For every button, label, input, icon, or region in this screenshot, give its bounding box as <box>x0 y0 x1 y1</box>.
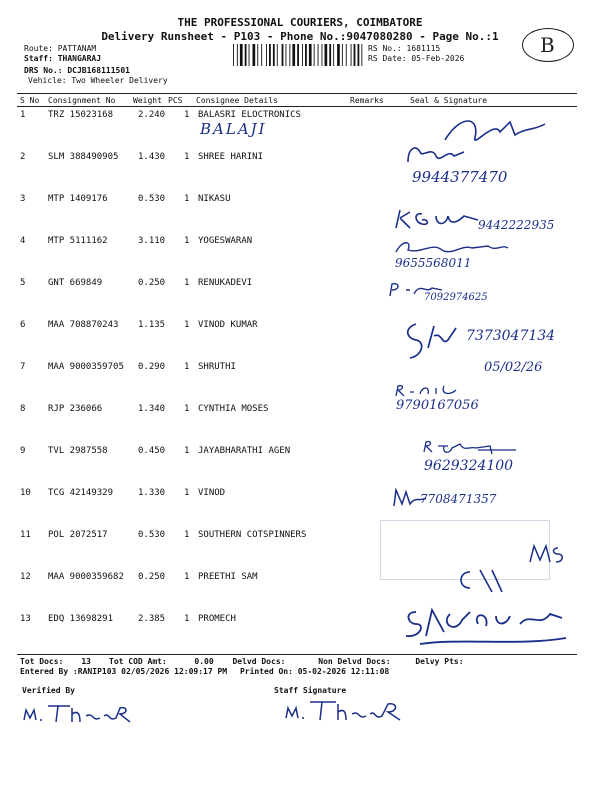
row-consignment: MAA 9000359682 <box>48 572 124 582</box>
runsheet-title: Delivery Runsheet - P103 - Phone No.:9047080280 - Page No.:1 <box>101 30 499 43</box>
delvd-docs-label: Delvd Docs: <box>232 657 286 666</box>
row-weight: 0.530 <box>138 194 166 204</box>
barcode-bar <box>351 44 352 66</box>
barcode-bar <box>302 44 303 66</box>
signature-mark <box>392 236 512 258</box>
row-weight: 2.385 <box>138 614 166 624</box>
col-pcs: PCS <box>168 96 183 105</box>
col-seal: Seal & Signature <box>410 96 488 105</box>
col-consignee: Consignee Details <box>196 96 278 105</box>
row-consignment: SLM 388490905 <box>48 152 119 162</box>
row-sno: 1 <box>20 110 26 120</box>
row-consignment: GNT 669849 <box>48 278 103 288</box>
row-weight: 1.430 <box>138 152 166 162</box>
signature-mark <box>392 204 482 232</box>
row-sno: 7 <box>20 362 26 372</box>
signature-mark <box>526 540 566 566</box>
row-pcs: 1 <box>184 320 190 330</box>
row-consignment: TRZ 15023168 <box>48 110 114 120</box>
handwritten-phone: 7708471357 <box>420 492 497 506</box>
row-pcs: 1 <box>184 236 190 246</box>
handwritten-phone: 9655568011 <box>395 256 472 270</box>
barcode-bar <box>361 44 362 66</box>
row-consignment: MTP 5111162 <box>48 236 108 246</box>
staff-text: Staff: THANGARAJ <box>24 54 102 63</box>
col-consignment: Consignment No <box>48 96 116 105</box>
barcode-bar <box>292 44 295 66</box>
row-sno: 8 <box>20 404 26 414</box>
handwritten-phone: 9442222935 <box>478 218 555 232</box>
row-sno: 13 <box>20 614 31 624</box>
barcode-bar <box>314 44 315 66</box>
row-weight: 0.450 <box>138 446 166 456</box>
row-consignment: MTP 1409176 <box>48 194 108 204</box>
col-weight: Weight <box>133 96 162 105</box>
signature-mark <box>452 566 512 596</box>
staff-signature-label: Staff Signature <box>274 686 347 695</box>
handwritten-name: BALAJI <box>200 120 267 138</box>
signature-mark <box>400 598 570 654</box>
row-pcs: 1 <box>184 278 190 288</box>
signature-mark <box>398 318 468 364</box>
barcode-bar <box>286 44 287 66</box>
totals-line <box>20 657 464 677</box>
handwritten-phone: 7373047134 <box>466 328 556 344</box>
row-consignee: YOGESWARAN <box>198 236 253 246</box>
barcode-bar <box>233 44 234 66</box>
row-sno: 11 <box>20 530 31 540</box>
row-consignment: POL 2072517 <box>48 530 108 540</box>
rs-details <box>368 44 464 64</box>
barcode-bar <box>253 44 256 66</box>
row-consignee: VINOD KUMAR <box>198 320 258 330</box>
entered-by: Entered By :RANIP103 02/05/2026 12:09:17 PM <box>20 667 228 676</box>
row-sno: 3 <box>20 194 26 204</box>
barcode-bar <box>237 44 238 66</box>
row-consignee: NIKASU <box>198 194 231 204</box>
row-weight: 0.250 <box>138 572 166 582</box>
row-consignee: SHRUTHI <box>198 362 236 372</box>
handwritten-phone: 9629324100 <box>424 458 514 474</box>
handwritten-phone: 7092974625 <box>424 292 488 303</box>
row-pcs: 1 <box>184 194 190 204</box>
non-delvd-docs-label: Non Delvd Docs: <box>318 657 391 666</box>
barcode-bar <box>325 44 328 66</box>
handwritten-phone: 9944377470 <box>412 168 508 186</box>
row-pcs: 1 <box>184 152 190 162</box>
row-consignment: RJP 236066 <box>48 404 103 414</box>
header-rule-top <box>17 93 577 94</box>
barcode-bar <box>346 44 347 66</box>
row-pcs: 1 <box>184 362 190 372</box>
row-weight: 2.240 <box>138 110 166 120</box>
badge-letter: B <box>540 33 555 57</box>
row-pcs: 1 <box>184 488 190 498</box>
row-consignee: CYNTHIA MOSES <box>198 404 269 414</box>
row-consignee: RENUKADEVI <box>198 278 253 288</box>
col-remarks: Remarks <box>350 96 384 105</box>
barcode-bar <box>273 44 275 66</box>
table-row <box>0 404 600 445</box>
col-sno: S No <box>20 96 40 105</box>
barcode-bar <box>358 44 360 66</box>
table-row <box>0 278 600 319</box>
row-consignment: EDQ 13698291 <box>48 614 114 624</box>
barcode-bar <box>261 44 262 66</box>
vehicle-text: Vehicle: Two Wheeler Delivery <box>28 76 168 85</box>
barcode <box>232 44 364 66</box>
row-sno: 2 <box>20 152 26 162</box>
company-title: THE PROFESSIONAL COURIERS, COIMBATORE <box>177 16 423 29</box>
row-sno: 5 <box>20 278 26 288</box>
barcode-bar <box>289 44 290 66</box>
row-consignment: MAA 708870243 <box>48 320 119 330</box>
row-weight: 1.135 <box>138 320 166 330</box>
delvy-pts-label: Delvy Pts: <box>415 657 464 666</box>
row-consignment: TVL 2987558 <box>48 446 108 456</box>
table-row <box>0 152 600 193</box>
row-consignee: VINOD <box>198 488 226 498</box>
row-pcs: 1 <box>184 446 190 456</box>
row-consignee: PROMECH <box>198 614 236 624</box>
barcode-bar <box>329 44 331 66</box>
barcode-bar <box>333 44 334 66</box>
tot-docs-value: 13 <box>81 657 91 666</box>
row-pcs: 1 <box>184 530 190 540</box>
footer-rule <box>17 654 577 655</box>
row-consignee: SOUTHERN COTSPINNERS <box>198 530 307 540</box>
barcode-bar <box>309 44 312 66</box>
barcode-bar <box>322 44 323 66</box>
row-pcs: 1 <box>184 614 190 624</box>
barcode-bar <box>318 44 319 66</box>
staff-signature <box>282 696 412 724</box>
signature-mark <box>392 382 462 398</box>
row-weight: 0.290 <box>138 362 166 372</box>
header-rule-bottom <box>17 106 577 107</box>
signature-mark <box>420 440 520 456</box>
rs-number: RS No.: 1681115 <box>368 44 441 53</box>
row-weight: 1.340 <box>138 404 166 414</box>
row-pcs: 1 <box>184 572 190 582</box>
verified-by-label: Verified By <box>22 686 75 695</box>
handwritten-phone: 9790167056 <box>396 398 479 413</box>
row-consignment: MAA 9000359705 <box>48 362 124 372</box>
printed-on: Printed On: 05-02-2026 12:11:08 <box>239 667 390 676</box>
drs-number: DRS No.: DCJB168111501 <box>24 66 130 75</box>
rs-date: RS Date: 05-Feb-2026 <box>368 54 465 63</box>
barcode-bar <box>277 44 278 66</box>
row-pcs: 1 <box>184 404 190 414</box>
row-sno: 9 <box>20 446 26 456</box>
row-consignee: BALASRI ELOCTRONICS <box>198 110 301 120</box>
handwritten-date: 05/02/26 <box>484 360 543 375</box>
row-consignee: SHREE HARINI <box>198 152 264 162</box>
row-weight: 0.250 <box>138 278 166 288</box>
row-sno: 10 <box>20 488 31 498</box>
row-sno: 4 <box>20 236 26 246</box>
signature-mark <box>402 140 472 166</box>
barcode-bar <box>337 44 340 66</box>
barcode-bar <box>269 44 271 66</box>
barcode-bar <box>305 44 307 66</box>
row-weight: 1.330 <box>138 488 166 498</box>
tot-docs-label: Tot Docs: <box>20 657 64 666</box>
barcode-bar <box>249 44 250 66</box>
barcode-bar <box>266 44 267 66</box>
barcode-bar <box>257 44 258 66</box>
barcode-bar <box>354 44 356 66</box>
barcode-bar <box>342 44 343 66</box>
route-text: Route: PATTANAM <box>24 44 97 53</box>
header-details <box>24 44 168 86</box>
row-sno: 6 <box>20 320 26 330</box>
tot-cod-label: Tot COD Amt: <box>109 657 167 666</box>
tot-cod-value: 0.00 <box>194 657 214 666</box>
barcode-bar <box>245 44 247 66</box>
barcode-bar <box>282 44 284 66</box>
row-pcs: 1 <box>184 110 190 120</box>
row-consignee: JAYABHARATHI AGEN <box>198 446 291 456</box>
barcode-bar <box>297 44 299 66</box>
row-consignment: TCG 42149329 <box>48 488 114 498</box>
row-weight: 3.110 <box>138 236 166 246</box>
row-consignee: PREETHI SAM <box>198 572 258 582</box>
row-sno: 12 <box>20 572 31 582</box>
verified-signature <box>20 700 140 726</box>
barcode-bar <box>240 44 243 66</box>
row-weight: 0.530 <box>138 530 166 540</box>
page-badge <box>522 28 574 62</box>
